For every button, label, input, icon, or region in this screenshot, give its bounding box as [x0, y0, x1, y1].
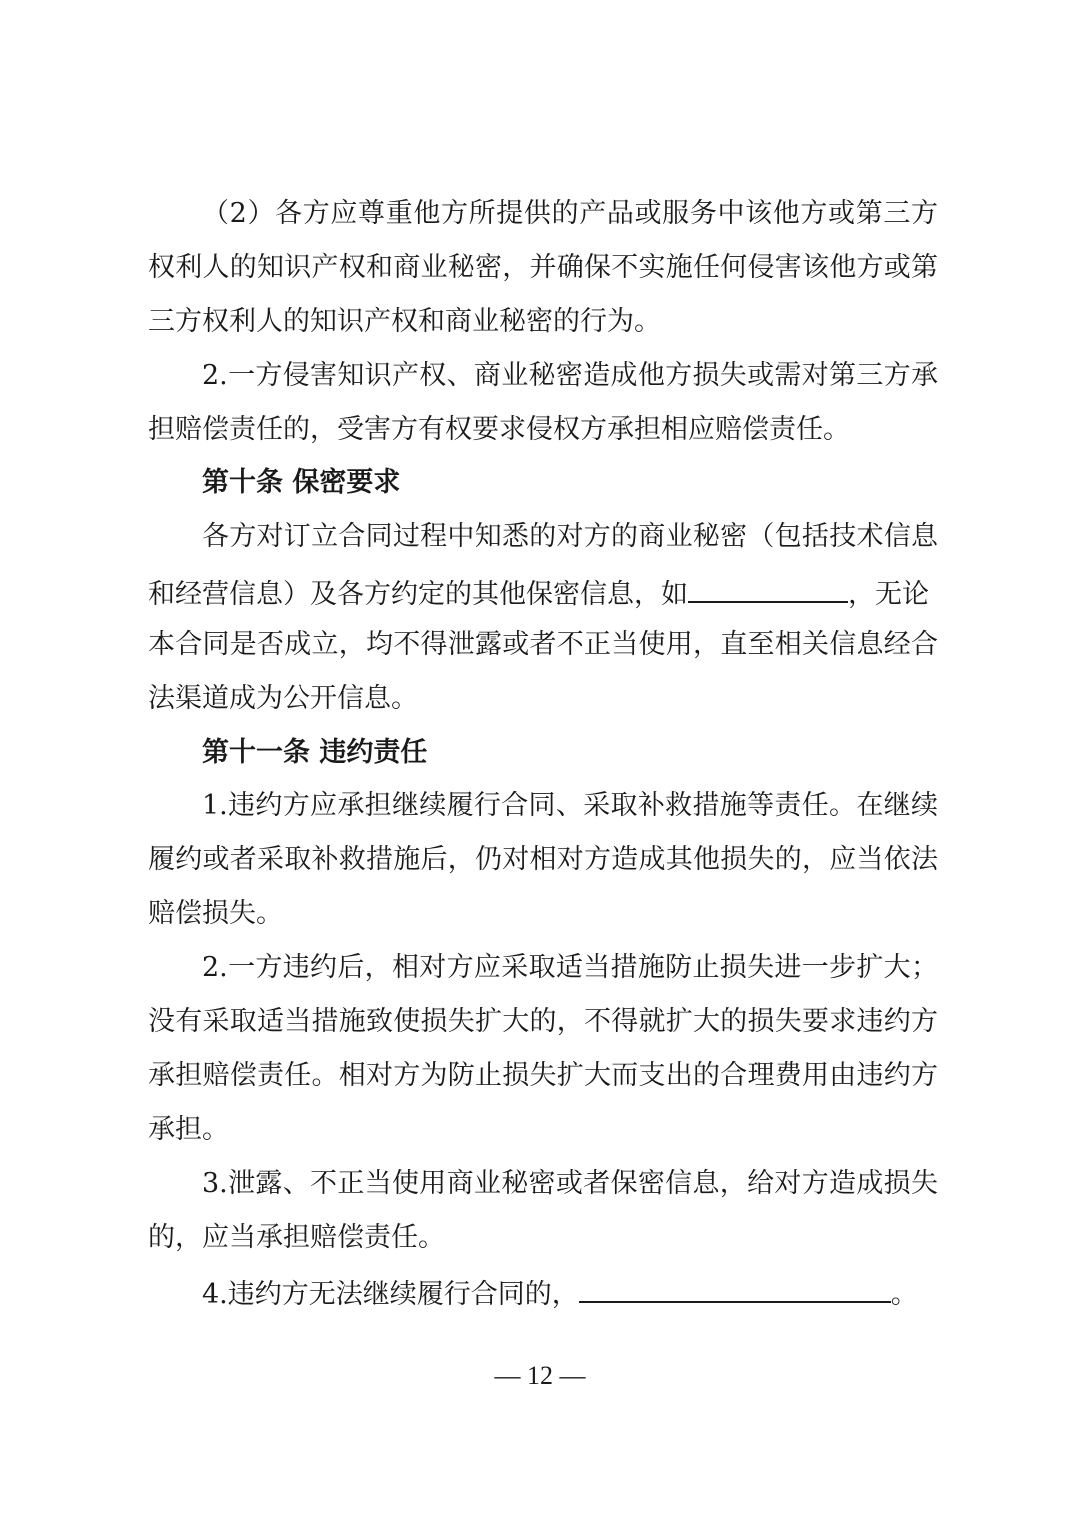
paragraph-line: 三方权利人的知识产权和商业秘密的行为。: [148, 306, 661, 337]
paragraph-line: 承担。: [148, 1114, 229, 1145]
paragraph-line: [148, 571, 938, 615]
paragraph-line: 3.泄露、不正当使用商业秘密或者保密信息，给对方造成损失: [202, 1168, 938, 1199]
section-heading: 第十条 保密要求: [202, 467, 401, 498]
paragraph-text: ，无论: [848, 579, 929, 610]
paragraph-line: 履约或者采取补救措施后，仍对相对方造成其他损失的，应当依法: [148, 844, 938, 875]
paragraph-text: 和经营信息）及各方约定的其他保密信息，如: [148, 579, 688, 610]
fill-in-blank[interactable]: [579, 1271, 891, 1303]
paragraph-text: 4.违约方无法继续履行合同的，: [202, 1279, 579, 1310]
paragraph-line: 2.一方侵害知识产权、商业秘密造成他方损失或需对第三方承: [202, 360, 938, 391]
paragraph-line: 2.一方违约后，相对方应采取适当措施防止损失进一步扩大；: [202, 952, 938, 983]
section-heading: 第十一条 违约责任: [202, 737, 428, 768]
paragraph-line: 各方对订立合同过程中知悉的对方的商业秘密（包括技术信息: [202, 521, 938, 552]
paragraph-line: 没有采取适当措施致使损失扩大的，不得就扩大的损失要求违约方: [148, 1006, 938, 1037]
paragraph-text: 。: [890, 1279, 918, 1310]
paragraph-line: 权利人的知识产权和商业秘密，并确保不实施任何侵害该他方或第: [148, 252, 938, 283]
paragraph-line: （2）各方应尊重他方所提供的产品或服务中该他方或第三方: [202, 198, 938, 229]
paragraph-line: 承担赔偿责任。相对方为防止损失扩大而支出的合理费用由违约方: [148, 1060, 938, 1091]
fill-in-blank[interactable]: [688, 571, 848, 603]
paragraph-line: 本合同是否成立，均不得泄露或者不正当使用，直至相关信息经合: [148, 629, 938, 660]
page-number: — 12 —: [494, 1361, 586, 1390]
paragraph-line: [148, 1271, 938, 1315]
paragraph-line: 赔偿损失。: [148, 898, 283, 929]
paragraph-line: 的，应当承担赔偿责任。: [148, 1222, 445, 1253]
paragraph-line: 担赔偿责任的，受害方有权要求侵权方承担相应赔偿责任。: [148, 414, 850, 445]
paragraph-line: 法渠道成为公开信息。: [148, 683, 418, 714]
paragraph-line: 1.违约方应承担继续履行合同、采取补救措施等责任。在继续: [202, 790, 938, 821]
